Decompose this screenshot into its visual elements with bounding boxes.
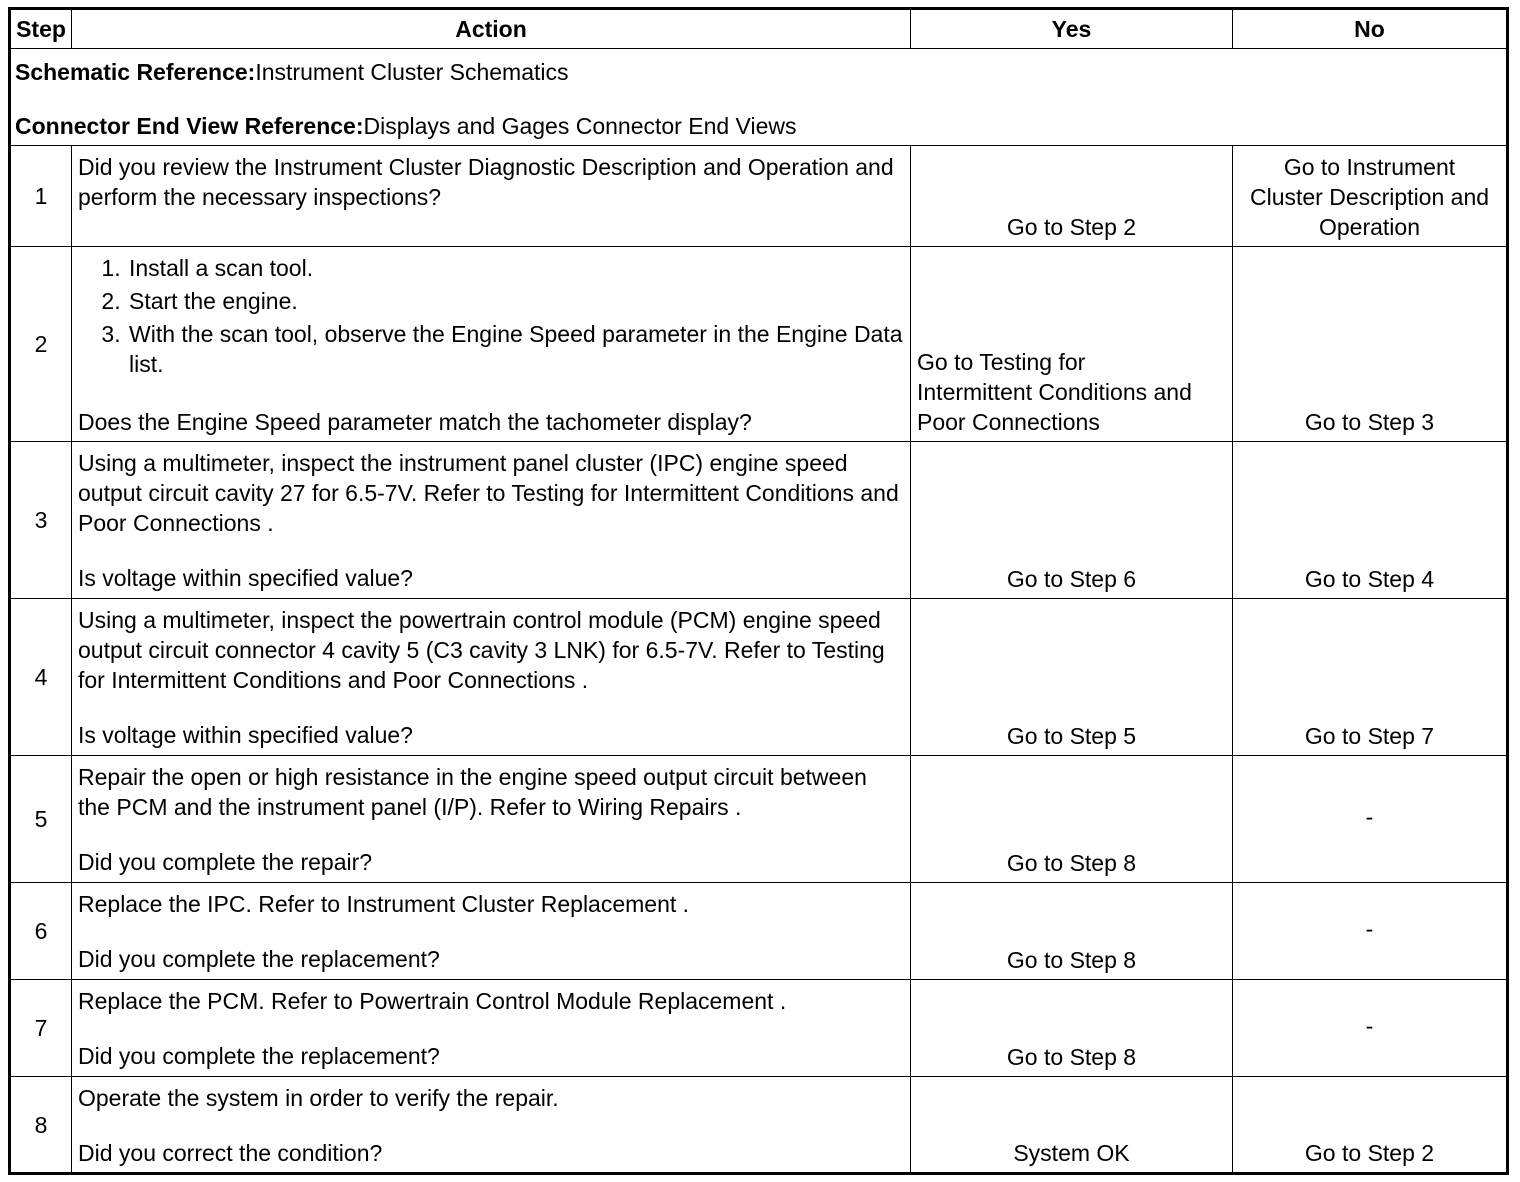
yes-result: System OK (911, 1077, 1233, 1174)
yes-result[interactable]: Go to Step 8 (911, 883, 1233, 980)
connector-reference-link[interactable]: Displays and Gages Connector End Views (363, 113, 797, 139)
no-result-line: Cluster Description and (1249, 184, 1490, 210)
action-text: Repair the open or high resistance in the engine speed output circuit between the PCM and the instrument panel (I/P). Refer to Wiring Repairs . (78, 764, 867, 820)
table-row (10, 599, 1508, 756)
yes-result-line: Intermittent Conditions and (917, 379, 1192, 405)
schematic-reference (15, 57, 1502, 87)
no-result-line: Go to Instrument (1283, 154, 1456, 180)
yes-result-line: Poor Connections (917, 409, 1100, 435)
no-result: - (1233, 883, 1508, 980)
no-result[interactable]: Go to Step 7 (1233, 599, 1508, 756)
yes-result[interactable]: Go to Step 2 (911, 146, 1233, 247)
no-result[interactable]: Go to Step 3 (1233, 247, 1508, 442)
connector-reference-label: Connector End View Reference: (15, 113, 364, 139)
table-row (10, 883, 1508, 980)
table-row (10, 1077, 1508, 1174)
header-row (10, 9, 1508, 49)
header-action: Action (72, 9, 911, 49)
step-action (72, 599, 911, 756)
yes-result-line: Go to Testing for (917, 349, 1086, 375)
step-number: 1 (10, 146, 72, 247)
yes-result[interactable]: Go to Step 5 (911, 599, 1233, 756)
step-number: 6 (10, 883, 72, 980)
no-result: - (1233, 980, 1508, 1077)
table-row (10, 442, 1508, 599)
action-text: Did you review the Instrument Cluster Diagnostic Description and Operation and perform the necessary inspections? (78, 154, 894, 210)
reference-row (10, 49, 1508, 146)
no-result: - (1233, 756, 1508, 883)
step-question: Is voltage within specified value? (78, 565, 413, 591)
step-number: 7 (10, 980, 72, 1077)
schematic-reference-label: Schematic Reference: (15, 59, 256, 85)
yes-result[interactable]: Go to Step 8 (911, 756, 1233, 883)
step-question: Did you correct the condition? (78, 1140, 383, 1166)
step-question: Does the Engine Speed parameter match the tachometer display? (78, 409, 752, 435)
no-result[interactable] (1233, 146, 1508, 247)
table-row (10, 756, 1508, 883)
step-number: 8 (10, 1077, 72, 1174)
yes-result[interactable]: Go to Step 8 (911, 980, 1233, 1077)
step-question: Is voltage within specified value? (78, 722, 413, 748)
step-question: Did you complete the replacement? (78, 946, 440, 972)
no-result[interactable]: Go to Step 2 (1233, 1077, 1508, 1174)
step-number: 3 (10, 442, 72, 599)
reference-cell (10, 49, 1508, 146)
substep-item: 3. With the scan tool, observe the Engine Speed parameter in the Engine Data list. (127, 319, 904, 379)
step-number: 2 (10, 247, 72, 442)
step-number: 4 (10, 599, 72, 756)
action-text: Replace the IPC. Refer to Instrument Cluster Replacement . (78, 891, 690, 917)
step-action (72, 883, 911, 980)
substep-item: 1. Install a scan tool. (127, 253, 904, 283)
step-action (72, 146, 911, 247)
step-number: 5 (10, 756, 72, 883)
header-step: Step (10, 9, 72, 49)
action-text: Using a multimeter, inspect the powertrain control module (PCM) engine speed output circuit connector 4 cavity 5 (C3 cavity 3 LNK) for 6.5-7V. Refer to Testing for Intermittent Conditions and Poor Connections . (78, 607, 885, 693)
step-question: Did you complete the repair? (78, 849, 373, 875)
step-action (72, 980, 911, 1077)
diagnostic-table (8, 7, 1509, 1175)
step-action (72, 247, 911, 442)
step-question: Did you complete the replacement? (78, 1043, 440, 1069)
schematic-reference-link[interactable]: Instrument Cluster Schematics (255, 59, 569, 85)
action-text: Operate the system in order to verify the repair. (78, 1085, 559, 1111)
connector-reference (15, 111, 1502, 141)
header-yes: Yes (911, 9, 1233, 49)
header-no: No (1233, 9, 1508, 49)
yes-result[interactable] (911, 247, 1233, 442)
step-action (72, 756, 911, 883)
yes-result[interactable]: Go to Step 6 (911, 442, 1233, 599)
table-row (10, 146, 1508, 247)
table-row (10, 247, 1508, 442)
no-result-line: Operation (1318, 214, 1420, 240)
substep-list (78, 253, 904, 379)
substep-item: 2. Start the engine. (127, 286, 904, 316)
no-result[interactable]: Go to Step 4 (1233, 442, 1508, 599)
table-row (10, 980, 1508, 1077)
step-action (72, 1077, 911, 1174)
step-action (72, 442, 911, 599)
action-text: Replace the PCM. Refer to Powertrain Control Module Replacement . (78, 988, 787, 1014)
action-text: Using a multimeter, inspect the instrument panel cluster (IPC) engine speed output circuit cavity 27 for 6.5-7V. Refer to Testing for Intermittent Conditions and Poor Connections . (78, 450, 899, 536)
